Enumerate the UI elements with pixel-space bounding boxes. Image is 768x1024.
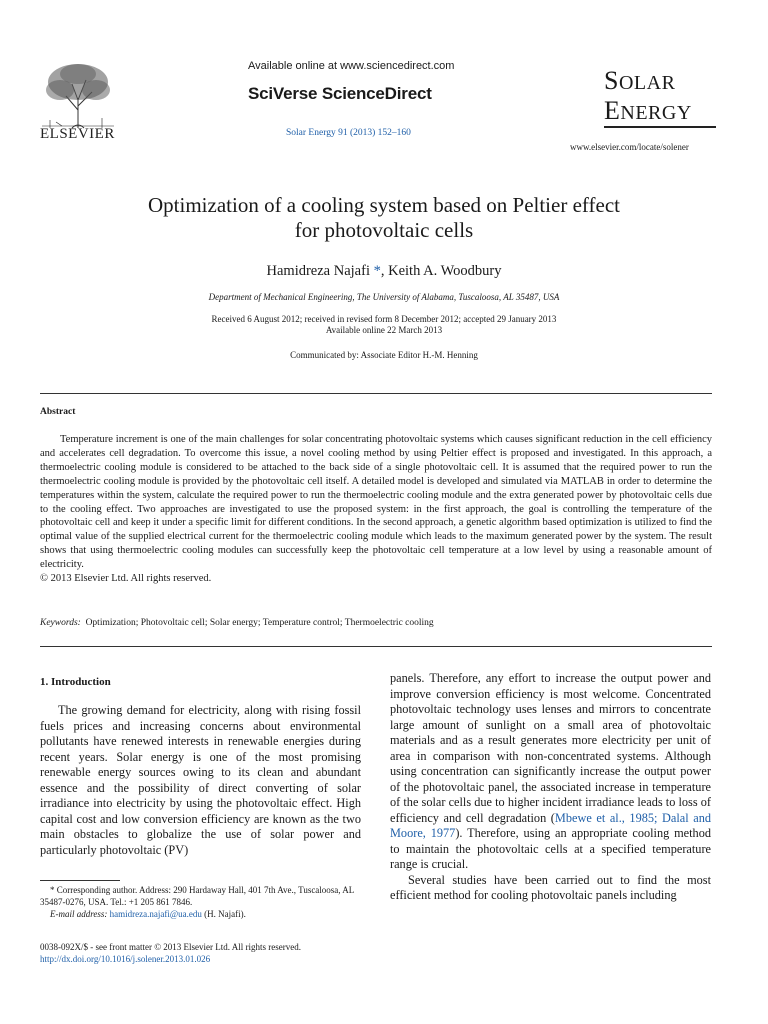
abstract-heading: Abstract — [40, 407, 76, 417]
divider — [40, 646, 712, 647]
available-online-line: Available online at www.sciencedirect.com — [248, 60, 455, 72]
article-history: Received 6 August 2012; received in revised form 8 December 2012; accepted 29 January 2013 Available online 22 March 2013 — [211, 314, 557, 335]
author-name: Hamidreza Najafi — [266, 263, 370, 279]
communicated-by: Communicated by: Associate Editor H.-M. Henning — [290, 350, 478, 360]
abstract-copyright: © 2013 Elsevier Ltd. All rights reserved. — [40, 573, 212, 585]
section-heading: 1. Introduction — [40, 676, 111, 688]
elsevier-tree-logo — [36, 60, 120, 130]
keywords — [40, 618, 434, 628]
article-title: Optimization of a cooling system based on Peltier effect for photovoltaic cells — [148, 193, 620, 242]
journal-citation-link[interactable]: Solar Energy 91 (2013) 152–160 — [286, 128, 411, 138]
author-list — [60, 263, 708, 280]
sciverse-brand: SciVerse ScienceDirect — [248, 84, 432, 103]
paragraph: The growing demand for electricity, along with rising fossil fuels prices and increasing concerns about environmental pollutants have renewed interests in renewable energies during recent years. Solar energy is one of the most promising renewable energy sources owing to its clean and abundant essence and the possibility of direct converting of solar irradiance into electricity by using the photovoltaic effect. High capital cost and low conversion efficiency are known as the two main obstacles to globalize the use of solar power and particularly photovoltaic (PV) — [40, 703, 361, 857]
front-matter — [40, 941, 380, 965]
abstract-text: Temperature increment is one of the main challenges for solar concentrating photovoltaic systems which causes significant reduction in the cell efficiency and accelerates cell degradation. To overcome this issue, a novel cooling method by using Peltier effect is proposed and investigated. In this approach, a thermoelectric cooling module is considered to be attached to the back side of a single photovoltaic cell. It is assumed that the required power to run the thermoelectric cooling module is provided by the photovoltaic cell itself. A detailed model is developed and simulated via MATLAB in order to determine the temperatures within the system, calculate the required power to run the thermoelectric cooling module and the extra generated power by photovoltaic cells due to the cooling effect. Two approaches are investigated to use the proposed system: in the first approach, the goal is controlling the temperature of the photovoltaic cell and keep it under a specific limit for different conditions. In the second approach, a genetic algorithm based optimization is utilized to find the optimal value of the supplied electrical current for the thermoelectric cooling module which leads to the maximum generated power by the system. The result shows that using thermoelectric cooling modules can successfully keep the photovoltaic cell temperature at a low level by using a reasonable amount of electricity. — [40, 434, 712, 571]
footnote: * Corresponding author. Address: 290 Hardaway Hall, 401 7th Ave., Tuscaloosa, AL 35487-0276, USA. Tel.: +1 205 861 7846. E-mail address: hamidreza.najafi@ua.edu (H. Najafi). — [40, 884, 370, 920]
paragraph: panels. Therefore, any effort to increase the output power and improve conversion efficiency is most welcome. Concentrated photovoltaic technology uses lenses and mirrors to concentrate large amount of sunlight on a small area of photovoltaic materials and as a result generates more electricity per unit of area in comparison with non-concentrated systems. Although using concentration can significantly increase the output power of the photovoltaic panel, the associated increase in temperature of the solar cells due to higher incident irradiance leads to loss of efficiency and cell degradation (Mbewe et al., 1985; Dalal and Moore, 1977). Therefore, using an appropriate cooling method to maintain the photovoltaic cells at a specified temperature range is crucial. — [390, 671, 712, 871]
journal-title: SOLAR ENERGY — [604, 66, 692, 125]
left-column — [40, 703, 361, 858]
paragraph: Several studies have been carried out to find the most efficient method for cooling photovoltaic panels including — [390, 872, 711, 902]
email-link[interactable]: hamidreza.najafi@ua.edu — [109, 909, 202, 919]
author-name: , Keith A. Woodbury — [380, 263, 502, 279]
corresponding-author-mark[interactable]: * — [369, 263, 381, 279]
issn-line: 0038-092X/$ - see front matter © 2013 Elsevier Ltd. All rights reserved. — [40, 942, 302, 952]
right-column — [390, 671, 711, 904]
divider — [40, 393, 712, 394]
journal-homepage-link[interactable]: www.elsevier.com/locate/solener — [570, 142, 689, 152]
journal-title-rule — [604, 126, 716, 128]
footnote-rule — [40, 880, 120, 881]
doi-link[interactable]: http://dx.doi.org/10.1016/j.solener.2013.01.026 — [40, 954, 211, 964]
keywords-list: Optimization; Photovoltaic cell; Solar energy; Temperature control; Thermoelectric cooling — [85, 618, 434, 628]
email-label: E-mail address: — [50, 909, 108, 919]
abstract-body — [40, 433, 712, 586]
keywords-label: Keywords: — [40, 618, 81, 628]
publisher-logo-text: ELSEVIER — [40, 126, 115, 142]
affiliation: Department of Mechanical Engineering, The University of Alabama, Tuscaloosa, AL 35487, USA — [208, 292, 560, 302]
citation-link[interactable]: Mbewe et al., 1985; Dalal and Moore, 1977 — [390, 810, 711, 840]
corresponding-author-note: * Corresponding author. Address: 290 Hardaway Hall, 401 7th Ave., Tuscaloosa, AL 35487-0276, USA. Tel.: +1 205 861 7846. — [40, 885, 354, 907]
